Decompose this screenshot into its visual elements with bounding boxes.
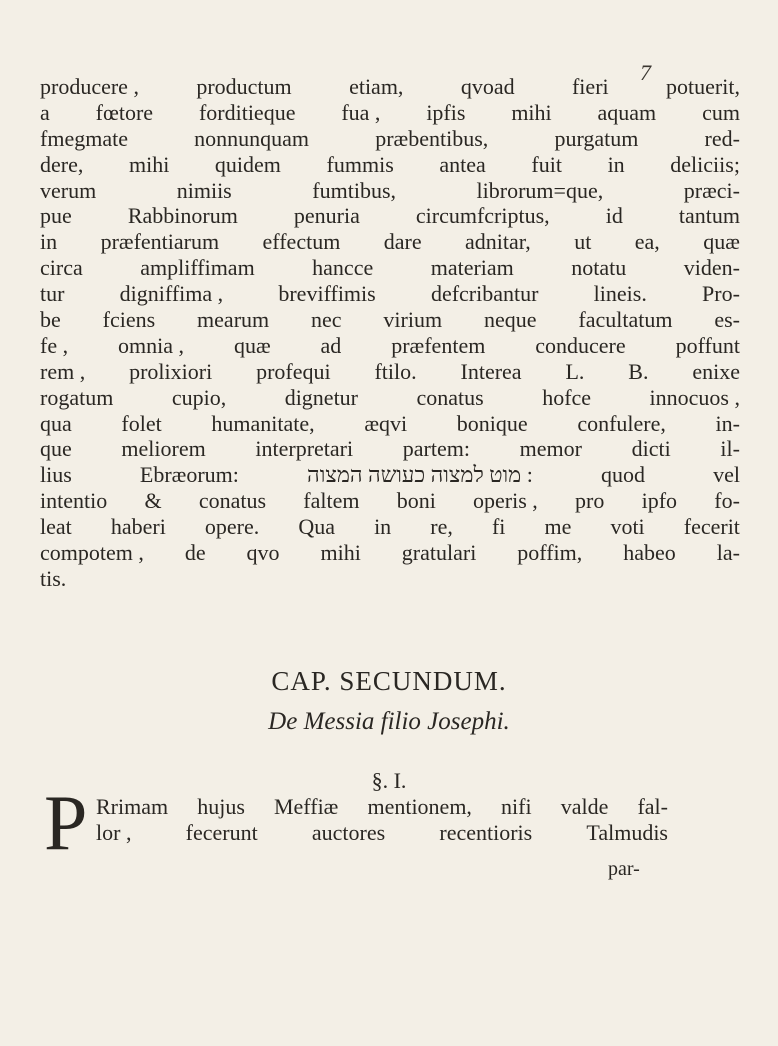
word: Rabbinorum [127, 203, 238, 229]
text-line [40, 255, 740, 281]
word: lor , [96, 819, 132, 845]
word: cupio, [171, 384, 227, 410]
word: æqvi [364, 410, 408, 436]
word: nimiis [176, 177, 232, 203]
word: mihi [128, 151, 170, 177]
word: Talmudis [586, 819, 668, 845]
word: B. [628, 358, 649, 384]
word: librorum=que, [476, 177, 604, 203]
text-line [40, 540, 740, 566]
word: circa [40, 255, 83, 281]
word: fieri [571, 74, 609, 99]
word: præbentibus, [375, 125, 489, 151]
text-line [40, 333, 740, 359]
text-line [40, 178, 740, 204]
word: adnitar, [465, 229, 531, 255]
word: tur [40, 281, 65, 307]
word: valde [560, 794, 609, 819]
word: dare [383, 229, 422, 255]
word: notatu [571, 255, 627, 281]
word: qvo [246, 540, 280, 566]
word: Meffiæ [273, 794, 339, 819]
word: fecerunt [185, 819, 258, 845]
word: productum [196, 74, 292, 99]
word: & [144, 488, 162, 514]
word: fo- [714, 488, 740, 514]
word: circumfcriptus, [415, 203, 550, 229]
word: voti [610, 514, 645, 540]
word: conatus [198, 488, 267, 514]
word: virium [383, 307, 443, 333]
word: fe , [40, 332, 69, 358]
word: aquam [597, 99, 657, 125]
word: de [184, 540, 206, 566]
word: la- [716, 540, 740, 566]
text-line [40, 203, 740, 229]
word: profequi [256, 358, 331, 384]
text-line [40, 307, 740, 333]
word: rogatum [40, 384, 114, 410]
word: in [40, 229, 58, 255]
word: conatus [416, 384, 484, 410]
word: potuerit, [666, 74, 740, 99]
word: Ebræorum: [139, 462, 239, 488]
word: fuit [531, 151, 562, 177]
word: in- [715, 410, 740, 436]
word: mentionem, [367, 794, 472, 819]
text-line [40, 514, 740, 540]
word: qvoad [460, 74, 515, 99]
word: mihi [320, 540, 361, 566]
word: gratulari [401, 540, 477, 566]
word: bonique [456, 410, 528, 436]
word: tis. [40, 565, 67, 591]
word: lius [40, 462, 72, 488]
text-line [40, 74, 740, 100]
word: Interea [460, 358, 522, 384]
word: lineis. [593, 281, 647, 307]
word: ipfo [641, 488, 678, 514]
word: Qua [298, 514, 335, 540]
word: hujus [197, 794, 245, 819]
word: quæ [233, 332, 271, 358]
text-line [40, 152, 740, 178]
word: be [40, 307, 61, 333]
word: habeo [623, 540, 676, 566]
word: red- [704, 125, 740, 151]
word: viden- [683, 255, 740, 281]
word: omnia , [118, 332, 185, 358]
text-line [40, 385, 740, 411]
word: fi [491, 514, 506, 540]
word: breviffimis [278, 281, 376, 307]
word: innocuos , [649, 384, 740, 410]
word: defcribantur [430, 281, 539, 307]
word: præci- [683, 177, 740, 203]
word: verum [40, 177, 97, 203]
word: antea [439, 151, 486, 177]
word: quidem [214, 151, 281, 177]
drop-cap: P [44, 779, 88, 866]
word: poffim, [517, 540, 583, 566]
text-line [96, 794, 668, 820]
section-mark: §. I. [371, 768, 407, 793]
word: dicti [631, 436, 671, 462]
word: quod [600, 462, 645, 488]
word: fal- [637, 794, 668, 819]
word: effectum [262, 229, 341, 255]
word: compotem , [40, 540, 144, 566]
word: vel [713, 462, 740, 488]
word: forditieque [198, 99, 296, 125]
word: dignetur [284, 384, 359, 410]
word: fœtore [95, 99, 154, 125]
word: humanitate, [211, 410, 315, 436]
word: ad [320, 332, 342, 358]
word: ampliffimam [140, 255, 255, 281]
body-paragraph [40, 74, 740, 592]
word: hofce [542, 384, 592, 410]
text-line [40, 359, 740, 385]
catchword: par- [608, 858, 640, 880]
word: rem , [40, 358, 86, 384]
word: fummis [326, 151, 394, 177]
word: auctores [311, 819, 386, 845]
word: dere, [40, 151, 84, 177]
word: cum [702, 99, 740, 125]
chapter-subtitle: De Messia filio Josephi. [268, 708, 510, 735]
word: interpretari [255, 436, 354, 462]
word: ut [574, 229, 592, 255]
word: producere , [40, 74, 139, 99]
text-line [40, 229, 740, 255]
text-line [40, 462, 740, 488]
word: meliorem [121, 436, 206, 462]
text-line [40, 488, 740, 514]
word: tantum [678, 203, 740, 229]
word: conducere [535, 332, 626, 358]
word: folet [121, 410, 162, 436]
word: que [40, 436, 72, 462]
word: in [374, 514, 392, 540]
word: partem: [402, 436, 470, 462]
word: recentioris [439, 819, 533, 845]
word: me [544, 514, 572, 540]
text-line [40, 566, 740, 592]
word: L. [565, 358, 585, 384]
word: enixe [692, 358, 740, 384]
word: il- [720, 436, 740, 462]
word: leat [40, 514, 72, 540]
word: nec [311, 307, 342, 333]
word: es- [714, 307, 740, 333]
word: haberi [110, 514, 166, 540]
section-paragraph [96, 794, 668, 846]
word: mearum [197, 307, 270, 333]
word: id [605, 203, 623, 229]
word: penuria [293, 203, 360, 229]
word: materiam [430, 255, 514, 281]
word: opere. [204, 514, 260, 540]
word: pue [40, 203, 72, 229]
chapter-title: CAP. SECUNDUM. [271, 666, 507, 696]
text-line [96, 820, 668, 846]
word: ea, [634, 229, 660, 255]
word: pro [575, 488, 605, 514]
text-line [40, 126, 740, 152]
word: poffunt [675, 332, 740, 358]
word: deliciis; [670, 151, 740, 177]
word: in [607, 151, 625, 177]
word: neque [483, 307, 537, 333]
word: qua [40, 410, 72, 436]
word: operis , [473, 488, 538, 514]
word: memor [519, 436, 582, 462]
word: intentio [40, 488, 108, 514]
page-number: 7 [640, 60, 651, 85]
word: re, [430, 514, 453, 540]
word: confulere, [577, 410, 666, 436]
text-line [40, 411, 740, 437]
word: fua , [341, 99, 381, 125]
word: ftilo. [374, 358, 417, 384]
word: prolixiori [129, 358, 213, 384]
word: boni [396, 488, 436, 514]
word: quæ [703, 229, 740, 255]
word: etiam, [349, 74, 404, 99]
word: digniffima , [119, 281, 224, 307]
word: præfentem [391, 332, 486, 358]
text-line [40, 436, 740, 462]
word: Rrimam [96, 794, 169, 819]
word: præfentiarum [100, 229, 220, 255]
word: nifi [501, 794, 532, 819]
word: a [40, 99, 50, 125]
text-line [40, 100, 740, 126]
word: fecerit [683, 514, 740, 540]
word: hancce [312, 255, 374, 281]
word: fumtibus, [312, 177, 397, 203]
word: fmegmate [40, 125, 128, 151]
word: fciens [102, 307, 156, 333]
word: nonnunquam [194, 125, 310, 151]
word: מוט למצוה כעושה המצוה : [307, 462, 533, 488]
word: purgatum [554, 125, 639, 151]
word: facultatum [578, 307, 673, 333]
word: ipfis [426, 99, 466, 125]
word: mihi [511, 99, 552, 125]
word: faltem [303, 488, 360, 514]
word: Pro- [702, 281, 740, 307]
text-line [40, 281, 740, 307]
